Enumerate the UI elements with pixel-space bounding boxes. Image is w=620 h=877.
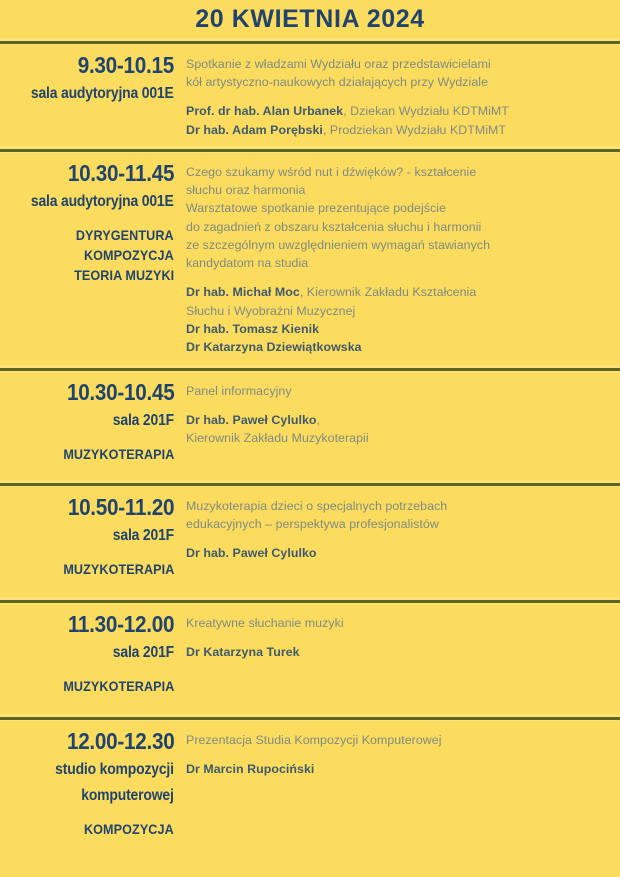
event-location: sala audytoryjna 001E: [31, 192, 174, 210]
poster-title-band: [0, 0, 620, 38]
event-category-list: [51, 560, 174, 580]
speaker-role: , Kierownik Zakładu Kształcenia: [299, 285, 477, 300]
event-category: MUZYKOTERAPIA: [62, 560, 174, 577]
event-speaker: [186, 283, 606, 301]
event-description-line: kandydatom na studia: [186, 256, 309, 271]
event-speaker-list: [186, 760, 606, 778]
speaker-name: Dr hab. Paweł Cylulko: [186, 546, 317, 561]
event-speaker: [186, 544, 606, 562]
row-left-column: [0, 730, 186, 840]
event-category-list: [51, 445, 174, 465]
event-description: [186, 55, 606, 91]
event-category: MUZYKOTERAPIA: [62, 445, 174, 462]
event-description-line: edukacyjnych – perspektywa profesjonalistów: [186, 517, 439, 532]
event-category-list: [51, 677, 174, 697]
section-divider: [0, 365, 620, 372]
speaker-role: , Dziekan Wydziału KDTMiMT: [343, 104, 509, 119]
speaker-role: Słuchu i Wyobraźni Muzycznej: [186, 303, 356, 318]
event-description-line: kół artystyczno-naukowych działających przy Wydziale: [186, 75, 489, 90]
speaker-name: Prof. dr hab. Alan Urbanek: [186, 104, 344, 119]
event-description-line: do zagadnień z obszaru kształcenia słuchu i harmonii: [186, 219, 482, 234]
event-description-line: Warsztatowe spotkanie prezentujące podejście: [186, 201, 447, 216]
event-description-line: Panel informacyjny: [186, 384, 292, 398]
row-right-column: [186, 54, 620, 139]
event-description: [186, 382, 606, 400]
event-speaker-list: [186, 544, 606, 562]
row-right-column: [186, 496, 620, 563]
event-location: studio kompozycji: [55, 760, 174, 778]
row-right-column: [186, 381, 620, 448]
speaker-name: Dr hab. Paweł Cylulko: [186, 413, 317, 428]
event-location: sala 201F: [112, 411, 174, 429]
event-speaker: [186, 320, 606, 338]
page-title: 20 KWIETNIA 2024: [195, 4, 425, 33]
row-right-column: [186, 162, 620, 356]
event-category: KOMPOZYCJA: [84, 246, 174, 263]
speaker-name: Dr hab. Adam Porębski: [186, 122, 323, 137]
event-description-line: Spotkanie z władzami Wydziału oraz przedstawicielami: [186, 57, 491, 71]
event-time: 10.30-10.45: [66, 379, 174, 405]
event-description-line: Kreatywne słuchanie muzyki: [186, 616, 344, 630]
event-speaker-list: [186, 283, 606, 356]
schedule-row: [0, 604, 620, 714]
event-time: 10.50-11.20: [67, 494, 174, 520]
speaker-name: Dr Katarzyna Turek: [186, 645, 300, 660]
event-location: komputerowej: [81, 786, 174, 804]
event-speaker: [186, 429, 606, 447]
speaker-role: ,: [316, 413, 320, 428]
event-description: [186, 731, 606, 749]
speaker-name: Dr Katarzyna Dziewiątkowska: [186, 340, 362, 355]
event-speaker: [186, 643, 606, 661]
next-row-peek: [0, 867, 620, 877]
event-speaker: [186, 411, 606, 429]
event-description: [186, 497, 606, 533]
schedule-row: [0, 487, 620, 597]
event-speaker: [186, 121, 606, 139]
event-speaker: [186, 302, 606, 320]
row-right-column: [186, 613, 620, 661]
event-description-line: Czego szukamy wśród nut i dźwięków? - kształcenie: [186, 165, 477, 179]
event-category-list: [63, 226, 174, 286]
section-divider: [0, 146, 620, 153]
speaker-name: Dr Marcin Rupociński: [186, 762, 315, 777]
event-time: 12.00-12.30: [66, 728, 174, 754]
event-description: [186, 614, 606, 632]
event-category: MUZYKOTERAPIA: [62, 677, 174, 694]
schedule-row: [0, 45, 620, 146]
row-right-column: [186, 730, 620, 778]
event-time: 10.30-11.45: [67, 160, 174, 186]
section-divider: [0, 38, 620, 45]
event-speaker-list: [186, 643, 606, 661]
event-description-line: słuchu oraz harmonia: [186, 183, 306, 198]
speaker-name: Dr hab. Tomasz Kienik: [186, 321, 320, 336]
event-description: [186, 163, 606, 272]
event-speaker-list: [186, 411, 606, 447]
event-description-line: Prezentacja Studia Kompozycji Komputerowej: [186, 733, 442, 747]
event-description-line: Muzykoterapia dzieci o specjalnych potrzebach: [186, 499, 448, 513]
section-divider: [0, 597, 620, 604]
event-description-line: ze szczególnym uwzględnieniem wymagań stawianych: [186, 237, 491, 252]
row-left-column: [0, 162, 186, 285]
event-speaker-list: [186, 102, 606, 138]
event-category: DYRYGENTURA: [76, 226, 174, 243]
event-category: TEORIA MUZYKI: [73, 266, 174, 283]
event-location: sala audytoryjna 001E: [31, 84, 174, 102]
event-category: KOMPOZYCJA: [84, 820, 174, 837]
event-location: sala 201F: [112, 526, 174, 544]
speaker-role: , Prodziekan Wydziału KDTMiMT: [322, 122, 507, 137]
speaker-name: Dr hab. Michał Moc: [186, 285, 300, 300]
event-speaker: [186, 760, 606, 778]
event-location: sala 201F: [112, 643, 174, 661]
event-category-list: [74, 820, 174, 840]
event-speaker: [186, 102, 606, 120]
event-time: 11.30-12.00: [67, 611, 174, 637]
section-divider: [0, 480, 620, 487]
row-left-column: [0, 381, 186, 465]
row-left-column: [0, 496, 186, 580]
schedule-row: [0, 372, 620, 480]
row-left-column: [0, 54, 186, 104]
event-speaker: [186, 338, 606, 356]
speaker-role: Kierownik Zakładu Muzykoterapii: [186, 431, 369, 446]
schedule-row: [0, 153, 620, 365]
section-divider: [0, 714, 620, 721]
schedule-rows: [0, 45, 620, 867]
event-time: 9.30-10.15: [77, 52, 174, 78]
row-left-column: [0, 613, 186, 697]
schedule-row: [0, 721, 620, 857]
